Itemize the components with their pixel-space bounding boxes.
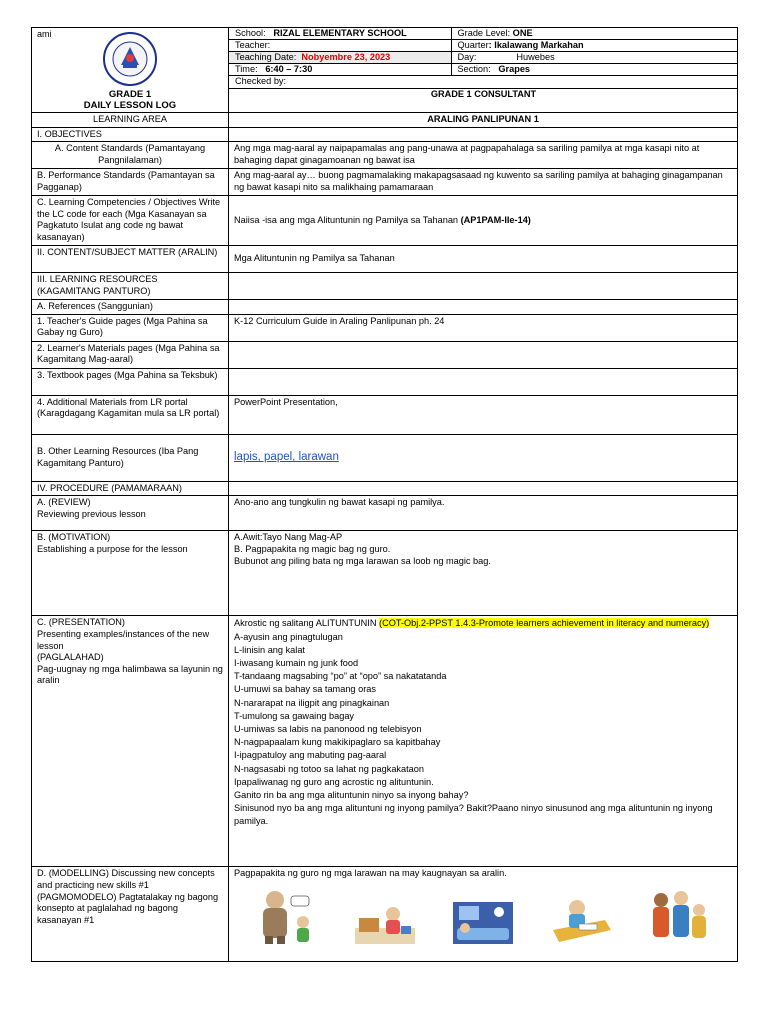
header-logo-cell xyxy=(32,28,229,113)
grade-title: GRADE 1 xyxy=(108,89,152,100)
objectives-empty xyxy=(229,127,738,142)
procedure-heading: IV. PROCEDURE (PAMAMARAAN) xyxy=(32,481,229,496)
review-label: A. (REVIEW) Reviewing previous lesson xyxy=(32,496,229,531)
day-field: Day: Huwebes xyxy=(451,52,738,64)
competencies-value: Naiisa -isa ang mga Alituntunin ng Pamilya sa Tahanan (AP1PAM-IIe-14) xyxy=(229,196,738,246)
other-resources-link[interactable]: lapis, papel, larawan xyxy=(234,450,339,463)
acrostic-line: I-iwasang kumain ng junk food xyxy=(234,657,359,668)
motivation-value xyxy=(229,531,738,616)
resources-label: III. LEARNING RESOURCES (KAGAMITANG PANTURO) xyxy=(32,273,229,300)
other-resources-label: B. Other Learning Resources (Iba Pang Kagamitang Panturo) xyxy=(32,434,229,481)
deped-seal-icon xyxy=(71,31,189,87)
acrostic-line: U-umuwi sa bahay sa tamang oras xyxy=(234,684,376,695)
presentation-value xyxy=(229,616,738,867)
log-title: DAILY LESSON LOG xyxy=(83,100,177,111)
section-field: Section: Grapes xyxy=(451,64,738,76)
acrostic-line: I-ipagpatuloy ang mabuting pag-aaral xyxy=(234,750,387,761)
family-picture-icon xyxy=(647,888,711,946)
modelling-label: D. (MODELLING) Discussing new concepts and practicing new skills #1 (PAGMOMODELO) Pagtatalakay ng bagong konsepto at paglalahad ng bagong kasanayan #1 xyxy=(32,867,229,962)
motivation-label: B. (MOTIVATION) Establishing a purpose for the lesson xyxy=(32,531,229,616)
motivation-line: B. Pagpapakita ng magic bag ng guro. xyxy=(234,543,391,554)
objectives-heading: I. OBJECTIVES xyxy=(32,127,229,142)
performance-standards-label: B. Performance Standards (Pamantayan sa Pagganap) xyxy=(32,169,229,196)
teacher-field: Teacher: xyxy=(229,40,451,52)
performance-standards-value: Ang mag-aaral ay… buong pagmamalaking makapagsasaad ng kuwento sa sariling pamilya at bahaging ginagampanan ng bawat kasapi nito sa malikhaing pamamaraan xyxy=(229,169,738,196)
content-label: II. CONTENT/SUBJECT MATTER (ARALIN) xyxy=(32,246,229,273)
content-value: Mga Alituntunin ng Pamilya sa Tahanan xyxy=(229,246,738,273)
acrostic-line: N-nagsasabi ng totoo sa lahat ng pagkakataon xyxy=(234,763,425,774)
header-info-table xyxy=(229,28,738,102)
procedure-empty xyxy=(229,481,738,496)
header-info-cell xyxy=(229,28,738,113)
acrostic-line: T-umulong sa gawaing bagay xyxy=(234,710,355,721)
lesson-log-page xyxy=(31,27,737,995)
child-sleeping-picture-icon xyxy=(451,900,515,946)
question-line: Ganito rin ba ang mga alituntunin ninyo sa inyong bahay? xyxy=(234,790,469,801)
content-standards-label: A. Content Standards (Pamantayang Pangnilalaman) xyxy=(32,142,229,169)
motivation-line: Bubunot ang piling bata ng mga larawan sa loob ng magic bag. xyxy=(234,555,491,566)
modelling-text: Pagpapakita ng guro ng mga larawan na may kaugnayan sa aralin. xyxy=(234,868,507,879)
lesson-log-table xyxy=(31,27,738,962)
presentation-label: C. (PRESENTATION) Presenting examples/instances of the new lesson (PAGLALAHAD) Pag-uugnay ng mga halimbawa sa layunin ng aralin xyxy=(32,616,229,867)
question-line: Sinisunod nyo ba ang mga alituntuni ng inyong pamilya? Bakit?Paano ninyo sinusunod ang mga alituntunin ng inyong pamilya. xyxy=(234,803,713,827)
competencies-label: C. Learning Competencies / Objectives Write the LC code for each (Mga Kasanayan sa Pagkatuto Isulat ang code ng bawat kasanayan) xyxy=(32,196,229,246)
lr-portal-label: 4. Additional Materials from LR portal (Karagdagang Kagamitan mula sa LR portal) xyxy=(32,395,229,434)
acrostic-intro: Akrostic ng salitang ALITUNTUNIN (COT-Obj.2-PPST 1.4.3-Promote learners achievement in literacy and numeracy) xyxy=(234,618,710,629)
content-standards-value: Ang mga mag-aaral ay naipapamalas ang pang-unawa at pagpapahalaga sa sariling pamilya at mga kasapi nito at bahaging dapat ginagamoanan ng bawat isa xyxy=(229,142,738,169)
grade-level-field: Grade Level: ONE xyxy=(451,28,738,40)
acrostic-line: N-nararapat na iligpit ang pinagkainan xyxy=(234,697,390,708)
other-resources-cell xyxy=(229,434,738,481)
learning-area-label: LEARNING AREA xyxy=(32,113,229,128)
time-field: Time: 6:40 – 7:30 xyxy=(229,64,451,76)
quarter-field: Quarter: Ikalawang Markahan xyxy=(451,40,738,52)
corner-text: ami xyxy=(37,29,52,39)
cot-highlight: (COT-Obj.2-PPST 1.4.3-Promote learners achievement in literacy and numeracy) xyxy=(379,618,710,629)
child-studying-picture-icon xyxy=(549,896,613,946)
modelling-value xyxy=(229,867,738,962)
explanation-line: Ipapaliwanag ng guro ang acrostic ng alituntunin. xyxy=(234,776,434,787)
acrostic-line: L-linisin ang kalat xyxy=(234,644,305,655)
learners-materials-label: 2. Learner's Materials pages (Mga Pahina sa Kagamitang Mag-aaral) xyxy=(32,341,229,368)
lr-portal-value: PowerPoint Presentation, xyxy=(229,395,738,434)
acrostic-line: N-nagpapaalam kung makikipaglaro sa kapitbahay xyxy=(234,737,441,748)
learning-area-value: ARALING PANLIPUNAN 1 xyxy=(229,113,738,128)
checked-by-field: Checked by: xyxy=(229,76,738,89)
references-label: A. References (Sanggunian) xyxy=(32,300,229,315)
textbook-empty xyxy=(229,368,738,395)
teaching-date-field: Teaching Date: Nobyembre 23, 2023 xyxy=(229,52,451,64)
references-empty xyxy=(229,300,738,315)
lesson-pictures xyxy=(234,888,732,946)
resources-empty xyxy=(229,273,738,300)
acrostic-line: U-umiwas sa labis na panonood ng telebisyon xyxy=(234,724,422,734)
mother-child-picture-icon xyxy=(255,888,319,946)
acrostic-line: T-tandaang magsabing “po” at “opo” sa nakatatanda xyxy=(234,671,447,682)
review-value: Ano-ano ang tungkulin ng bawat kasapi ng pamilya. xyxy=(229,496,738,531)
motivation-line: A.Awit:Tayo Nang Mag-AP xyxy=(234,532,343,543)
child-cleaning-picture-icon xyxy=(353,900,417,946)
teachers-guide-label: 1. Teacher's Guide pages (Mga Pahina sa Gabay ng Guro) xyxy=(32,314,229,341)
school-field: School: RIZAL ELEMENTARY SCHOOL xyxy=(229,28,451,40)
acrostic-line: A-ayusin ang pinagtulugan xyxy=(234,631,343,642)
consultant-label: GRADE 1 CONSULTANT xyxy=(229,89,738,103)
teachers-guide-value: K-12 Curriculum Guide in Araling Panlipunan ph. 24 xyxy=(229,314,738,341)
textbook-label: 3. Textbook pages (Mga Pahina sa Teksbuk) xyxy=(32,368,229,395)
learners-materials-empty xyxy=(229,341,738,368)
